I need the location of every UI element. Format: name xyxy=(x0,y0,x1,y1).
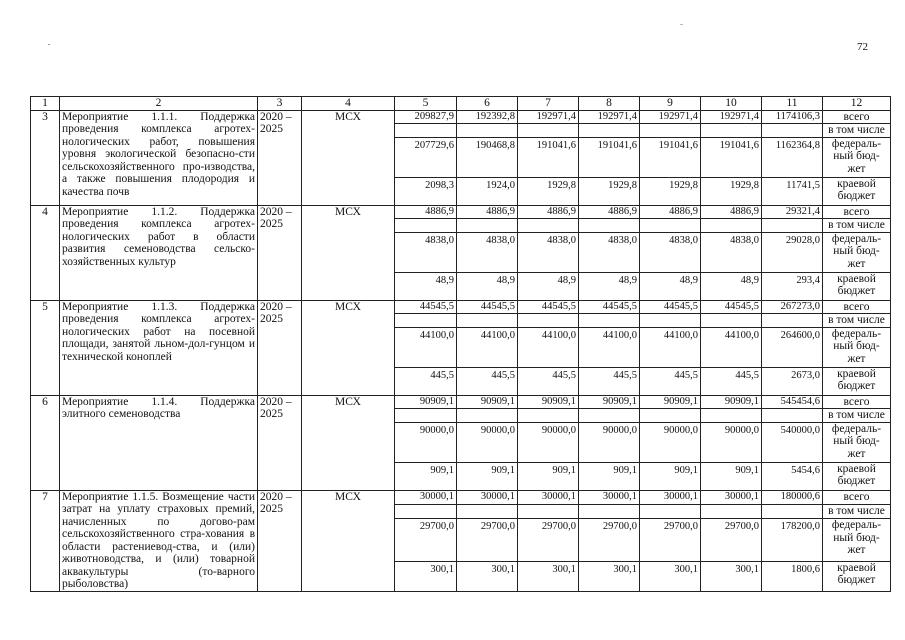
total-value: 29321,4 xyxy=(762,205,823,219)
activity-description: Мероприятие 1.1.4. Поддержка элитного семеноводства xyxy=(60,395,258,490)
federal-value: 4838,0 xyxy=(395,232,457,272)
empty-cell xyxy=(457,409,518,423)
activity-period: 2020 – 2025 xyxy=(258,110,302,205)
federal-value: 90000,0 xyxy=(518,422,579,462)
activity-executor: МСХ xyxy=(302,395,395,490)
funding-source-regional: краевой бюджет xyxy=(823,561,891,591)
funding-source-total: всего xyxy=(823,395,891,409)
regional-value: 909,1 xyxy=(701,462,762,490)
federal-value: 191041,6 xyxy=(518,137,579,177)
regional-value: 909,1 xyxy=(395,462,457,490)
total-value: 90909,1 xyxy=(457,395,518,409)
total-value: 545454,6 xyxy=(762,395,823,409)
regional-value: 48,9 xyxy=(579,272,640,300)
empty-cell xyxy=(518,219,579,233)
regional-value: 300,1 xyxy=(395,561,457,591)
federal-value: 90000,0 xyxy=(640,422,701,462)
empty-cell xyxy=(579,314,640,328)
empty-cell xyxy=(518,409,579,423)
federal-value: 191041,6 xyxy=(701,137,762,177)
total-value: 90909,1 xyxy=(701,395,762,409)
total-value: 4886,9 xyxy=(640,205,701,219)
regional-value: 445,5 xyxy=(457,367,518,395)
funding-source-including: в том числе xyxy=(823,219,891,233)
empty-cell xyxy=(640,409,701,423)
empty-cell xyxy=(395,124,457,138)
activity-row xyxy=(31,395,891,409)
activity-row xyxy=(31,300,891,314)
regional-value: 1924,0 xyxy=(457,177,518,205)
total-value: 209827,9 xyxy=(395,110,457,124)
regional-value: 300,1 xyxy=(579,561,640,591)
total-value: 4886,9 xyxy=(457,205,518,219)
federal-value: 540000,0 xyxy=(762,422,823,462)
funding-source-federal: федераль-ный бюд-жет xyxy=(823,519,891,562)
total-value: 267273,0 xyxy=(762,300,823,314)
activity-row xyxy=(31,490,891,504)
regional-value: 445,5 xyxy=(579,367,640,395)
empty-cell xyxy=(457,504,518,518)
activity-period: 2020 – 2025 xyxy=(258,205,302,300)
funding-source-federal: федераль-ный бюд-жет xyxy=(823,137,891,177)
federal-value: 29700,0 xyxy=(395,519,457,562)
empty-cell xyxy=(457,219,518,233)
column-number: 5 xyxy=(395,97,457,111)
federal-value: 191041,6 xyxy=(579,137,640,177)
total-value: 4886,9 xyxy=(579,205,640,219)
total-value: 4886,9 xyxy=(395,205,457,219)
funding-source-federal: федераль-ный бюд-жет xyxy=(823,232,891,272)
funding-source-including: в том числе xyxy=(823,314,891,328)
activity-number: 6 xyxy=(31,395,60,490)
empty-cell xyxy=(762,409,823,423)
federal-value: 29028,0 xyxy=(762,232,823,272)
column-number: 3 xyxy=(258,97,302,111)
federal-value: 44100,0 xyxy=(395,327,457,367)
page-number: 72 xyxy=(857,41,868,53)
funding-source-regional: краевой бюджет xyxy=(823,272,891,300)
total-value: 192971,4 xyxy=(701,110,762,124)
funding-source-including: в том числе xyxy=(823,409,891,423)
regional-value: 293,4 xyxy=(762,272,823,300)
federal-value: 29700,0 xyxy=(579,519,640,562)
column-number: 8 xyxy=(579,97,640,111)
regional-value: 300,1 xyxy=(640,561,701,591)
total-value: 44545,5 xyxy=(701,300,762,314)
empty-cell xyxy=(701,504,762,518)
activity-period: 2020 – 2025 xyxy=(258,300,302,395)
regional-value: 909,1 xyxy=(579,462,640,490)
regional-value: 48,9 xyxy=(518,272,579,300)
total-value: 4886,9 xyxy=(518,205,579,219)
total-value: 30000,1 xyxy=(395,490,457,504)
empty-cell xyxy=(762,124,823,138)
funding-source-regional: краевой бюджет xyxy=(823,367,891,395)
funding-source-regional: краевой бюджет xyxy=(823,177,891,205)
column-number: 9 xyxy=(640,97,701,111)
regional-value: 445,5 xyxy=(518,367,579,395)
regional-value: 1800,6 xyxy=(762,561,823,591)
column-number: 7 xyxy=(518,97,579,111)
funding-source-total: всего xyxy=(823,205,891,219)
total-value: 1174106,3 xyxy=(762,110,823,124)
activity-number: 5 xyxy=(31,300,60,395)
total-value: 90909,1 xyxy=(579,395,640,409)
activity-description: Мероприятие 1.1.2. Поддержка проведения комплекса агротех-нологических работ в области развития семеноводства сельско-хозяйственных культур xyxy=(60,205,258,300)
column-number: 6 xyxy=(457,97,518,111)
regional-value: 1929,8 xyxy=(518,177,579,205)
regional-value: 300,1 xyxy=(457,561,518,591)
empty-cell xyxy=(579,124,640,138)
funding-source-total: всего xyxy=(823,490,891,504)
empty-cell xyxy=(701,124,762,138)
funding-source-including: в том числе xyxy=(823,504,891,518)
federal-value: 90000,0 xyxy=(579,422,640,462)
activity-row xyxy=(31,205,891,219)
federal-value: 4838,0 xyxy=(518,232,579,272)
total-value: 44545,5 xyxy=(518,300,579,314)
activity-number: 7 xyxy=(31,490,60,591)
federal-value: 90000,0 xyxy=(395,422,457,462)
empty-cell xyxy=(518,314,579,328)
federal-value: 90000,0 xyxy=(457,422,518,462)
activity-executor: МСХ xyxy=(302,300,395,395)
empty-cell xyxy=(579,504,640,518)
total-value: 44545,5 xyxy=(579,300,640,314)
column-number: 12 xyxy=(823,97,891,111)
total-value: 192971,4 xyxy=(640,110,701,124)
funding-source-federal: федераль-ный бюд-жет xyxy=(823,422,891,462)
activity-period: 2020 – 2025 xyxy=(258,490,302,591)
federal-value: 1162364,8 xyxy=(762,137,823,177)
funding-source-total: всего xyxy=(823,110,891,124)
regional-value: 1929,8 xyxy=(701,177,762,205)
empty-cell xyxy=(395,504,457,518)
empty-cell xyxy=(395,314,457,328)
regional-value: 48,9 xyxy=(457,272,518,300)
funding-source-total: всего xyxy=(823,300,891,314)
regional-value: 2098,3 xyxy=(395,177,457,205)
total-value: 192971,4 xyxy=(579,110,640,124)
empty-cell xyxy=(395,409,457,423)
table-body xyxy=(31,97,891,592)
activity-executor: МСХ xyxy=(302,205,395,300)
federal-value: 90000,0 xyxy=(701,422,762,462)
empty-cell xyxy=(640,219,701,233)
activity-number: 3 xyxy=(31,110,60,205)
activity-executor: МСХ xyxy=(302,110,395,205)
activity-row xyxy=(31,110,891,124)
total-value: 90909,1 xyxy=(395,395,457,409)
scan-speck xyxy=(48,44,50,45)
regional-value: 300,1 xyxy=(701,561,762,591)
regional-value: 2673,0 xyxy=(762,367,823,395)
program-activities-table xyxy=(30,96,891,592)
federal-value: 44100,0 xyxy=(457,327,518,367)
empty-cell xyxy=(579,219,640,233)
regional-value: 48,9 xyxy=(640,272,701,300)
regional-value: 5454,6 xyxy=(762,462,823,490)
total-value: 30000,1 xyxy=(701,490,762,504)
federal-value: 190468,8 xyxy=(457,137,518,177)
federal-value: 191041,6 xyxy=(640,137,701,177)
regional-value: 909,1 xyxy=(457,462,518,490)
empty-cell xyxy=(579,409,640,423)
activity-period: 2020 – 2025 xyxy=(258,395,302,490)
regional-value: 445,5 xyxy=(640,367,701,395)
activity-number: 4 xyxy=(31,205,60,300)
total-value: 192392,8 xyxy=(457,110,518,124)
activity-description: Мероприятие 1.1.5. Возмещение части затрат на уплату страховых премий, начисленных по догово-рам сельскохозяйственного стра-хования в области растениевод-ства, и (или) животноводства, и (или) товарной аквакультуры (то-варного рыболовства) xyxy=(60,490,258,591)
column-number: 1 xyxy=(31,97,60,111)
total-value: 44545,5 xyxy=(640,300,701,314)
empty-cell xyxy=(518,504,579,518)
federal-value: 44100,0 xyxy=(518,327,579,367)
empty-cell xyxy=(457,124,518,138)
regional-value: 300,1 xyxy=(518,561,579,591)
regional-value: 445,5 xyxy=(701,367,762,395)
federal-value: 4838,0 xyxy=(457,232,518,272)
empty-cell xyxy=(701,314,762,328)
empty-cell xyxy=(762,504,823,518)
regional-value: 445,5 xyxy=(395,367,457,395)
total-value: 90909,1 xyxy=(518,395,579,409)
federal-value: 4838,0 xyxy=(579,232,640,272)
regional-value: 11741,5 xyxy=(762,177,823,205)
activity-executor: МСХ xyxy=(302,490,395,591)
regional-value: 909,1 xyxy=(518,462,579,490)
total-value: 44545,5 xyxy=(395,300,457,314)
regional-value: 1929,8 xyxy=(640,177,701,205)
total-value: 90909,1 xyxy=(640,395,701,409)
empty-cell xyxy=(701,409,762,423)
total-value: 4886,9 xyxy=(701,205,762,219)
total-value: 30000,1 xyxy=(457,490,518,504)
empty-cell xyxy=(640,314,701,328)
funding-source-federal: федераль-ный бюд-жет xyxy=(823,327,891,367)
empty-cell xyxy=(395,219,457,233)
total-value: 30000,1 xyxy=(579,490,640,504)
regional-value: 1929,8 xyxy=(579,177,640,205)
federal-value: 178200,0 xyxy=(762,519,823,562)
total-value: 180000,6 xyxy=(762,490,823,504)
empty-cell xyxy=(762,314,823,328)
empty-cell xyxy=(762,219,823,233)
column-number: 11 xyxy=(762,97,823,111)
column-number: 10 xyxy=(701,97,762,111)
regional-value: 48,9 xyxy=(395,272,457,300)
federal-value: 44100,0 xyxy=(579,327,640,367)
total-value: 30000,1 xyxy=(640,490,701,504)
column-number: 2 xyxy=(60,97,258,111)
total-value: 44545,5 xyxy=(457,300,518,314)
federal-value: 207729,6 xyxy=(395,137,457,177)
federal-value: 29700,0 xyxy=(457,519,518,562)
empty-cell xyxy=(640,124,701,138)
federal-value: 44100,0 xyxy=(640,327,701,367)
empty-cell xyxy=(701,219,762,233)
scan-speck xyxy=(680,24,683,25)
regional-value: 48,9 xyxy=(701,272,762,300)
activity-description: Мероприятие 1.1.1. Поддержка проведения комплекса агротех-нологических работ, повышения уровня экологической безопасно-сти сельскохозяйственного про-изводства, а также повышения плодородия и качества почв xyxy=(60,110,258,205)
column-number: 4 xyxy=(302,97,395,111)
federal-value: 264600,0 xyxy=(762,327,823,367)
empty-cell xyxy=(518,124,579,138)
funding-source-including: в том числе xyxy=(823,124,891,138)
column-number-row xyxy=(31,97,891,111)
empty-cell xyxy=(640,504,701,518)
federal-value: 4838,0 xyxy=(701,232,762,272)
empty-cell xyxy=(457,314,518,328)
activity-description: Мероприятие 1.1.3. Поддержка проведения комплекса агротех-нологических работ на посевной площади, занятой льном-дол-гунцом и технической коноплей xyxy=(60,300,258,395)
funding-source-regional: краевой бюджет xyxy=(823,462,891,490)
total-value: 30000,1 xyxy=(518,490,579,504)
federal-value: 4838,0 xyxy=(640,232,701,272)
regional-value: 909,1 xyxy=(640,462,701,490)
federal-value: 29700,0 xyxy=(518,519,579,562)
federal-value: 29700,0 xyxy=(640,519,701,562)
federal-value: 44100,0 xyxy=(701,327,762,367)
federal-value: 29700,0 xyxy=(701,519,762,562)
total-value: 192971,4 xyxy=(518,110,579,124)
